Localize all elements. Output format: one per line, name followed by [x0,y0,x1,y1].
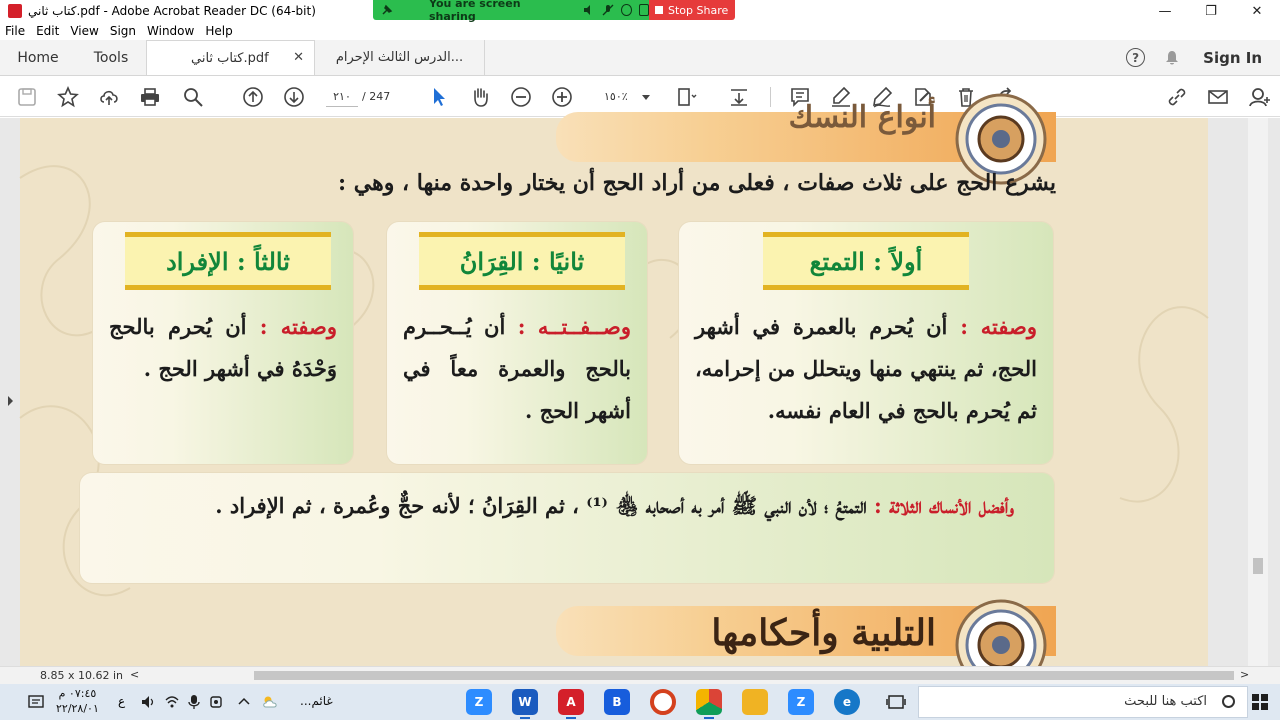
settings-icon[interactable] [621,4,631,16]
card-label: وصفته : [960,314,1037,339]
card-header [125,232,331,290]
clock-date: ٢٢/٢٨/٠١ [56,702,99,715]
stop-share-button[interactable] [649,0,735,20]
tab-close-icon[interactable]: ✕ [293,50,304,65]
card-label: وصــفــتــه : [517,314,632,339]
card-header [763,232,969,290]
zoom-value: ١٥٠٪ [604,90,628,103]
page-up-icon[interactable] [242,86,264,108]
acrobat-app-icon[interactable]: A [558,689,584,715]
language-indicator[interactable]: ع [118,694,126,708]
page-total: / 247 [362,90,391,103]
bell-icon[interactable] [1165,50,1179,66]
stop-share-label: Stop Share [668,3,729,17]
best-rites-box [80,473,1054,583]
speaker-icon[interactable] [583,4,595,16]
search-icon [1222,695,1235,708]
link-icon[interactable] [1166,86,1188,108]
menu-bar [0,22,1280,40]
task-view-icon[interactable] [886,692,906,712]
clock[interactable] [56,686,99,716]
zoom-in-icon[interactable] [551,86,573,108]
email-icon[interactable] [1207,86,1229,108]
menu-view[interactable]: View [70,24,99,38]
screen-share-status [373,0,649,23]
card-text: أن يُحرم بالحج وَحْدَهُ في أشهر الحج . [109,314,337,381]
scroll-right-button[interactable]: > [1240,668,1250,681]
card-body [403,306,631,432]
scroll-left-button[interactable]: < [130,668,140,681]
horizontal-scroll-thumb[interactable] [254,671,1234,680]
file-explorer-icon[interactable] [742,689,768,715]
toolbar-divider [770,87,771,107]
weather-cloud-icon[interactable] [262,694,278,710]
star-icon[interactable] [57,86,79,108]
taskbar-search-input[interactable] [918,686,1248,718]
menu-edit[interactable]: Edit [36,24,60,38]
tab-document-label: كتاب ثاني.pdf [191,50,269,66]
select-cursor-icon[interactable] [428,86,450,108]
card-tamattu [679,222,1053,464]
pin-icon[interactable] [381,4,393,16]
card-label: وصفته : [259,314,338,339]
microphone-icon[interactable] [186,694,202,710]
chevron-up-icon[interactable] [236,694,252,710]
zoom-meeting-icon[interactable]: Z [788,689,814,715]
card-ifrad [93,222,353,464]
hand-tool-icon[interactable] [469,86,491,108]
card-title: أولاً : التمتع [809,246,923,276]
tab-bar [0,40,1280,76]
edge-app-icon[interactable]: e [834,689,860,715]
menu-window[interactable]: Window [147,24,195,38]
menu-help[interactable]: Help [205,24,233,38]
minimize-button[interactable]: — [1158,3,1172,19]
card-body [695,306,1037,432]
fit-page-icon[interactable] [676,86,698,108]
close-button[interactable]: ✕ [1251,3,1263,19]
card-header [419,232,625,290]
windows-start-icon[interactable] [1252,694,1268,710]
intro-text: يشرع الحج على ثلاث صفات ، فعلى من أراد الحج أن يختار واحدة منها ، وهي : [338,170,1056,196]
more-icon[interactable] [639,4,649,16]
maximize-button[interactable]: ❐ [1205,3,1217,19]
page-down-icon[interactable] [283,86,305,108]
tab-document-active[interactable] [146,40,315,75]
page-size: 8.85 x 10.62 in [40,669,124,682]
help-icon[interactable]: ? [1126,48,1145,67]
tab-home[interactable]: Home [17,49,59,66]
screen-share-banner [373,0,735,23]
toolbar [0,77,1280,117]
card-title: ثانيًا : القِرَانُ [459,246,585,276]
menu-file[interactable]: File [5,24,26,38]
zoom-select[interactable] [596,87,656,107]
menu-sign[interactable]: Sign [109,24,137,38]
find-icon[interactable] [182,86,204,108]
bitwarden-app-icon[interactable]: B [604,689,630,715]
acrobat-icon [8,4,22,18]
word-app-icon[interactable]: W [512,689,538,715]
section-title-top: أنواع النسك [788,100,936,135]
tab-tools[interactable]: Tools [93,49,129,66]
best-rites-label: وأفضل الأنساك الثلاثة : [874,493,1014,518]
screen-share-label: You are screen sharing [429,0,521,23]
card-title: ثالثاً : الإفراد [166,246,290,276]
pdf-page [20,100,1208,666]
scroll-mode-icon[interactable] [728,86,750,108]
camera-icon[interactable] [208,694,224,710]
card-body [109,306,337,390]
weather-label[interactable]: غائم... [300,694,333,708]
card-text: أن يُحرم بالعمرة في أشهر الحج، ثم ينتهي منها ويتحلل من إحرامه، ثم يُحرم بالحج في العام نفسه. [695,314,1037,423]
chevron-down-icon [642,95,650,100]
vertical-scroll-thumb[interactable] [1253,558,1263,574]
notification-icon[interactable] [28,694,44,710]
search-placeholder: اكتب هنا للبحث [1124,694,1207,709]
print-icon[interactable] [139,86,161,108]
card-qiran [387,222,647,464]
mic-muted-icon[interactable] [602,4,614,16]
chrome-app-icon[interactable] [696,689,722,715]
vertical-scrollbar[interactable] [1248,118,1268,666]
tab-document-second[interactable]: الدرس الثالث الإحرام... [315,40,485,75]
zoom-out-icon[interactable] [510,86,532,108]
window-controls [1142,0,1280,22]
clock-time: ٠٧:٤٥ م [58,687,97,700]
document-viewport[interactable] [0,100,1280,666]
volume-icon[interactable] [140,694,156,710]
best-rites-content: التمتعُ ؛ لأن النبي ﷺ أمر به أصحابه ﵃ ⁽¹⁾ ، ثم القِرَانُ ؛ لأنه حجٌّ وعُمرة ، ثم الإفراد . [215,493,867,518]
window-title: كتاب ثاني.pdf - Adobe Acrobat Reader DC (64-bit) [28,4,316,18]
wifi-icon[interactable] [164,694,180,710]
page-number-input[interactable]: ٢١٠ [326,87,358,107]
sign-in-button[interactable]: Sign In [1203,48,1262,67]
left-panel-toggle-icon[interactable] [8,396,13,406]
best-rites-text [114,483,1014,529]
upload-icon[interactable] [98,86,120,108]
section-title-bottom: التلبية وأحكامها [711,612,936,654]
stop-icon [655,6,663,14]
recorder-app-icon[interactable] [650,689,676,715]
taskbar [0,684,1280,720]
zoom-app-icon[interactable]: Z [466,689,492,715]
card-text: أن يُــحــرم بالحج والعمرة معاً في أشهر الحج . [403,314,631,423]
status-bar [0,666,1280,684]
add-user-icon[interactable] [1248,86,1270,108]
save-icon[interactable] [16,86,38,108]
